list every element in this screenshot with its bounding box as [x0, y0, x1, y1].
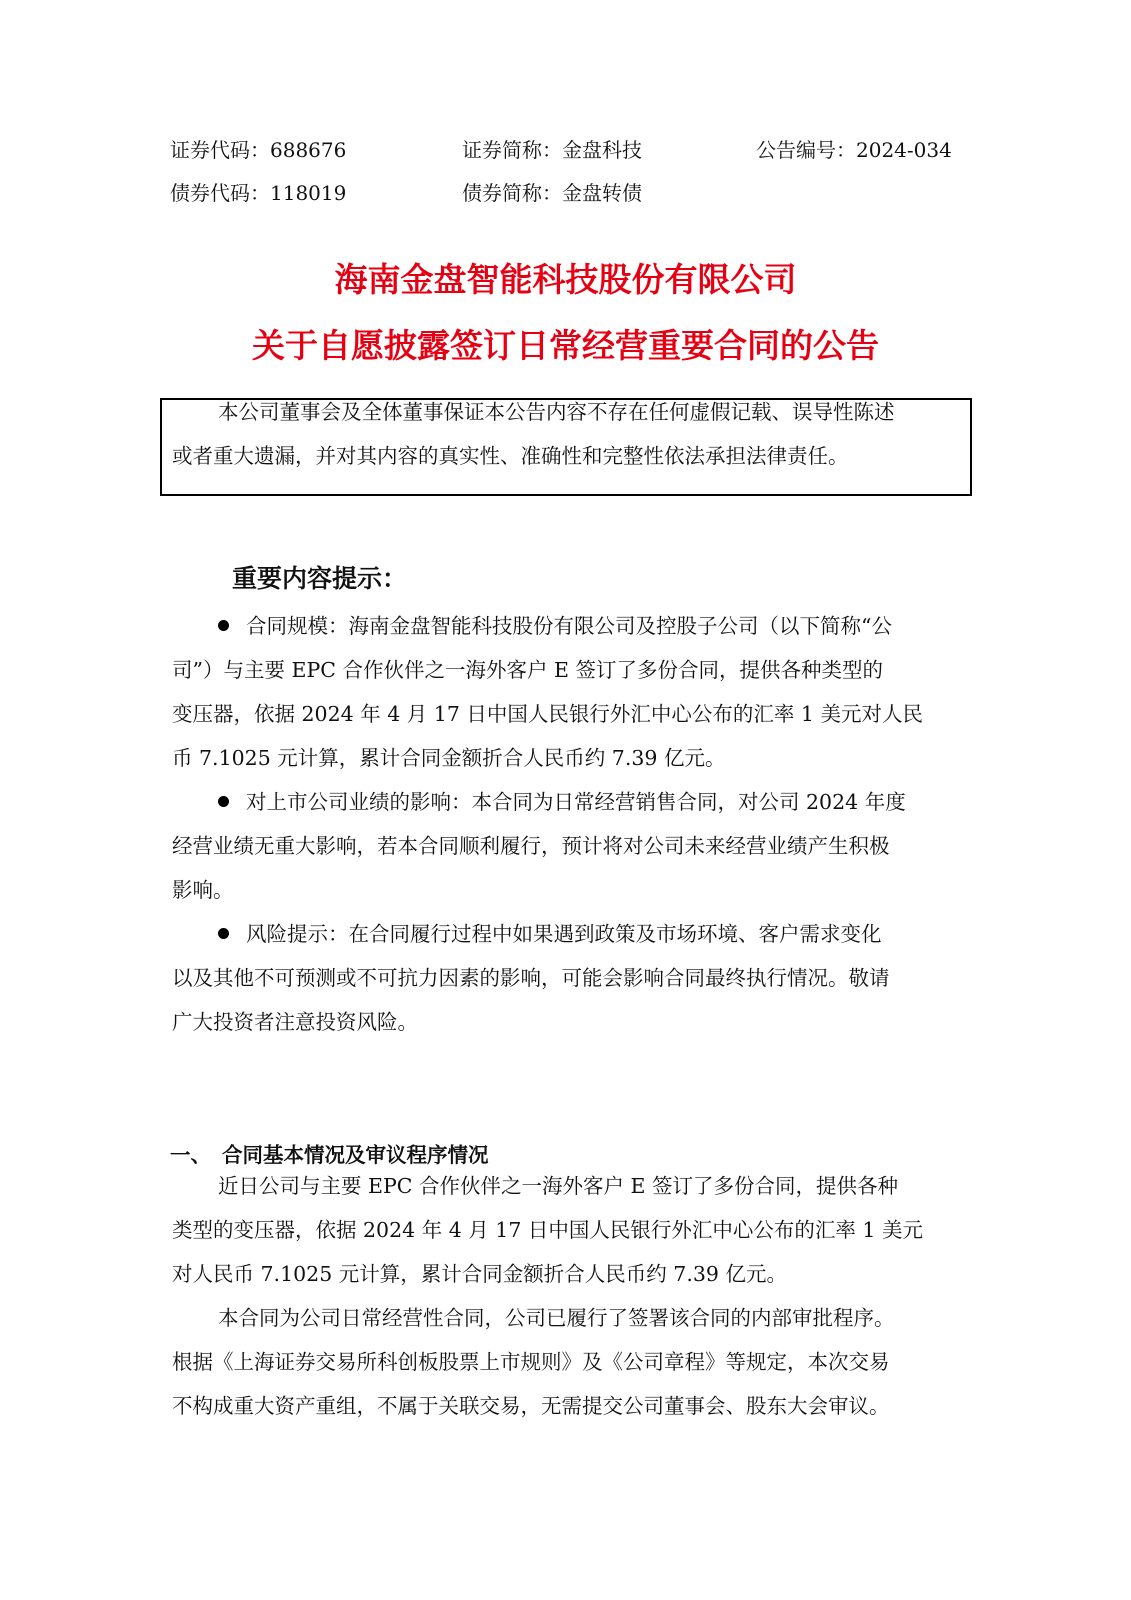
bullet-text-line: 风险提示：在合同履行过程中如果遇到政策及市场环境、客户需求变化 — [246, 922, 882, 946]
company-title: 海南金盘智能科技股份有限公司 — [334, 260, 797, 299]
bullet-icon — [218, 620, 229, 631]
bullet-text-line: 经营业绩无重大影响，若本合同顺利履行，预计将对公司未来经营业绩产生积极 — [172, 834, 890, 858]
bullet-text-line: 影响。 — [172, 878, 234, 902]
section-number: 一、 — [170, 1143, 211, 1167]
bullet-icon — [218, 796, 229, 807]
announcement-title: 关于自愿披露签订日常经营重要合同的公告 — [252, 326, 879, 365]
key-points-heading: 重要内容提示： — [232, 564, 408, 593]
bullet-text-line: 币 7.1025 元计算，累计合同金额折合人民币约 7.39 亿元。 — [172, 746, 726, 770]
stock-abbreviation: 证券简称：金盘科技 — [462, 138, 642, 162]
paragraph-line: 对人民币 7.1025 元计算，累计合同金额折合人民币约 7.39 亿元。 — [172, 1262, 787, 1286]
bullet-text-line: 以及其他不可预测或不可抗力因素的影响，可能会影响合同最终执行情况。敬请 — [172, 966, 890, 990]
paragraph-line: 近日公司与主要 EPC 合作伙伴之一海外客户 E 签订了多份合同，提供各种 — [218, 1174, 898, 1198]
paragraph-line: 不构成重大资产重组，不属于关联交易，无需提交公司董事会、股东大会审议。 — [172, 1394, 890, 1418]
bond-code: 债券代码：118019 — [170, 181, 347, 205]
bullet-text-line: 对上市公司业绩的影响：本合同为日常经营销售合同，对公司 2024 年度 — [246, 790, 906, 814]
bullet-text-line: 变压器，依据 2024 年 4 月 17 日中国人民银行外汇中心公布的汇率 1 美元对人民 — [172, 702, 923, 726]
stock-code: 证券代码：688676 — [170, 138, 347, 162]
bullet-text-line: 司”）与主要 EPC 合作伙伴之一海外客户 E 签订了多份合同，提供各种类型的 — [172, 658, 883, 682]
bullet-text-line: 广大投资者注意投资风险。 — [172, 1010, 418, 1034]
paragraph-line: 根据《上海证券交易所科创板股票上市规则》及《公司章程》等规定，本次交易 — [172, 1350, 890, 1374]
paragraph-line: 类型的变压器，依据 2024 年 4 月 17 日中国人民银行外汇中心公布的汇率 1 美元 — [172, 1218, 923, 1242]
notice-line: 本公司董事会及全体董事保证本公告内容不存在任何虚假记载、误导性陈述 — [218, 400, 895, 424]
paragraph-line: 本合同为公司日常经营性合同，公司已履行了签署该合同的内部审批程序。 — [218, 1306, 895, 1330]
announcement-number: 公告编号：2024-034 — [756, 138, 952, 162]
bullet-text-line: 合同规模：海南金盘智能科技股份有限公司及控股子公司（以下简称“公 — [246, 614, 892, 638]
bond-abbreviation: 债券简称：金盘转债 — [462, 181, 642, 205]
notice-line: 或者重大遗漏，并对其内容的真实性、准确性和完整性依法承担法律责任。 — [172, 444, 849, 468]
bullet-icon — [218, 928, 229, 939]
section-title: 合同基本情况及审议程序情况 — [222, 1143, 489, 1167]
